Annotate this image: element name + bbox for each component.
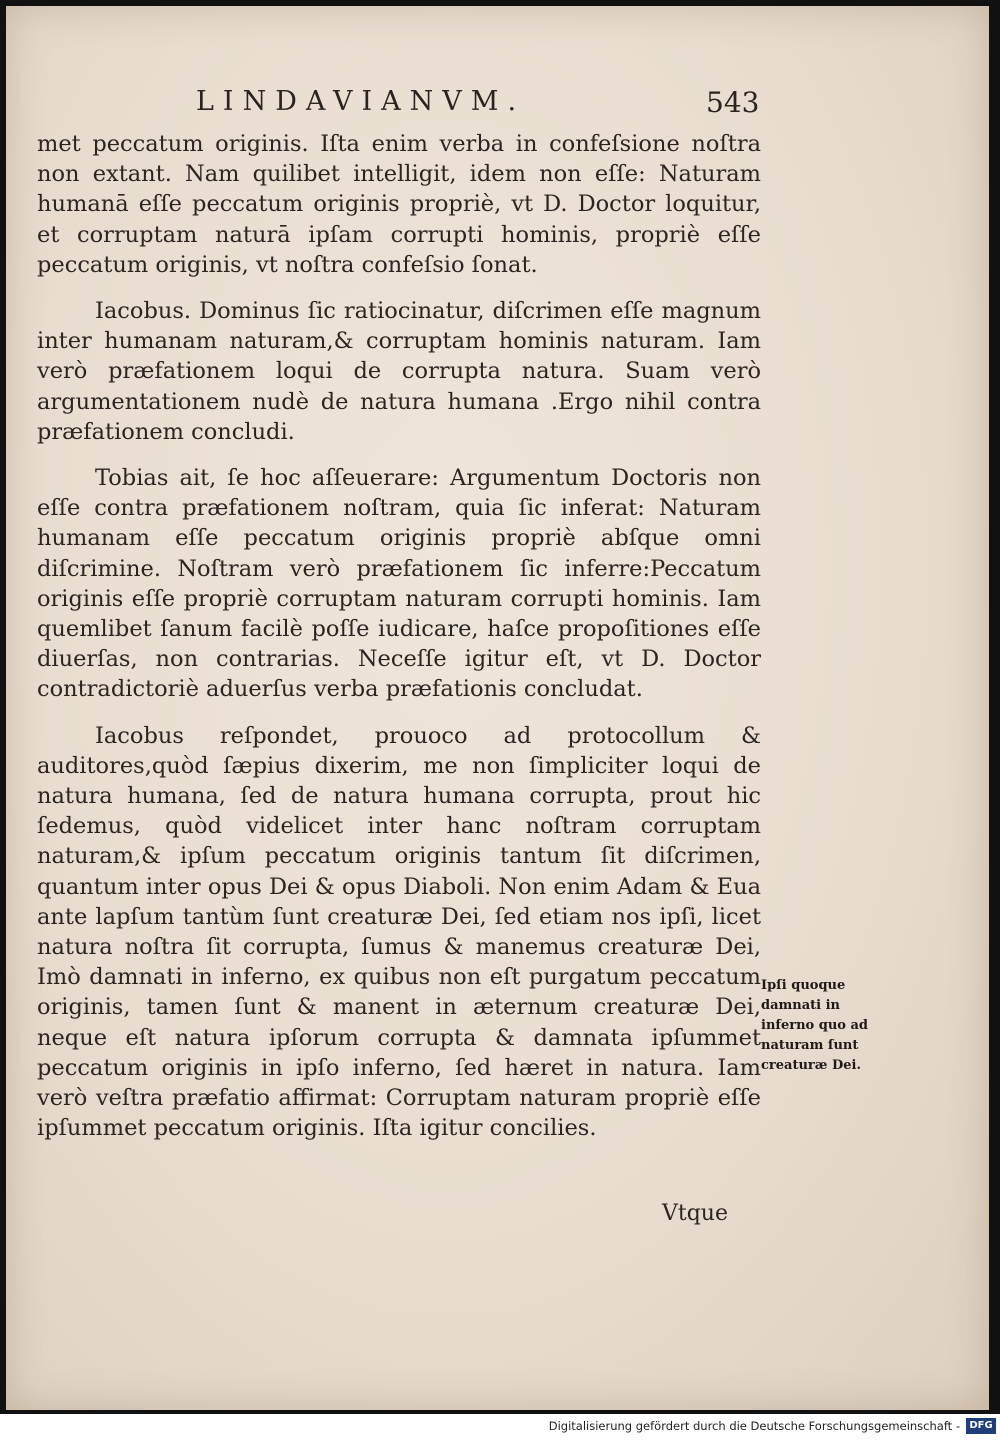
- paragraph-4: Iacobus reſpondet, prouoco ad protocollum & auditores,quòd ſæpius dixerim, me non ſimpliciter loqui de natura humana, ſed de natura humana corrupta, prout hic ſedemus, quòd videlicet inter hanc noſtram corruptam naturam,& ipſum peccatum originis tantum ſit diſcrimen, quantum inter opus Dei & opus Diaboli. Non enim Adam & Eua ante lapſum tantùm ſunt creaturæ Dei, ſed etiam nos ipſi, licet natura noſtra ſit corrupta, ſumus & manemus creaturæ Dei, Imò damnati in inferno, ex quibus non eſt purgatum peccatum originis, tamen ſunt & manent in æternum creaturæ Dei, neque eſt natura ipſorum corrupta & damnata ipſummet peccatum originis in ipſo inferno, ſed hæret in natura. Iam verò veſtra præfatio affirmat: Corruptam naturam propriè eſſe ipſummet peccatum originis. Iſta igitur concilies.: [37, 722, 761, 1142]
- paragraph-2: Iacobus. Dominus ſic ratiocinatur, diſcrimen eſſe magnum inter humanam naturam,& corruptam hominis naturam. Iam verò præfationem loqui de corrupta natura. Suam verò argumentationem nudè de natura humana .Ergo nihil contra præfationem concludi.: [37, 298, 761, 445]
- paragraph-3: Tobias ait, ſe hoc aſſeuerare: Argumentum Doctoris non eſſe contra præfationem noſtram, quia ſic inferat: Naturam humanam eſſe peccatum originis propriè abſque omni diſcrimine. Noſtram verò præfationem ſic inferre:Peccatum originis eſſe propriè corruptam naturam corrupti hominis. Iam quemlibet ſanum facilè poſſe iudicare, haſce propoſitiones eſſe diuerſas, non contrarias. Neceſſe igitur eſt, vt D. Doctor contradictoriè aduerſus verba præfationis concludat.: [37, 465, 761, 703]
- page-number: 543: [706, 86, 760, 119]
- running-head: [6, 86, 989, 130]
- running-title: LINDAVIANVM.: [196, 86, 526, 117]
- marginal-note: Ipſi quoque damnati in inferno quo ad naturam ſunt creaturæ Dei.: [761, 978, 869, 1073]
- catchword: Vtque: [662, 1201, 728, 1226]
- credit-text: Digitalisierung gefördert durch die Deutsche Forschungsgemeinschaft -: [548, 1419, 960, 1433]
- paragraph-1: met peccatum originis. Iſta enim verba in confeſsione noſtra non extant. Nam quilibet intelligit, idem non eſſe: Naturam humanā eſſe peccatum originis propriè, vt D. Doctor loquitur, et corruptam naturā ipſam corrupti hominis, propriè eſſe peccatum originis, vt noſtra confeſsio ſonat.: [37, 131, 761, 278]
- digitization-credit-bar: [0, 1414, 1000, 1440]
- book-page: [6, 6, 989, 1410]
- dfg-logo: DFG: [966, 1418, 996, 1434]
- body-text: [37, 129, 761, 1160]
